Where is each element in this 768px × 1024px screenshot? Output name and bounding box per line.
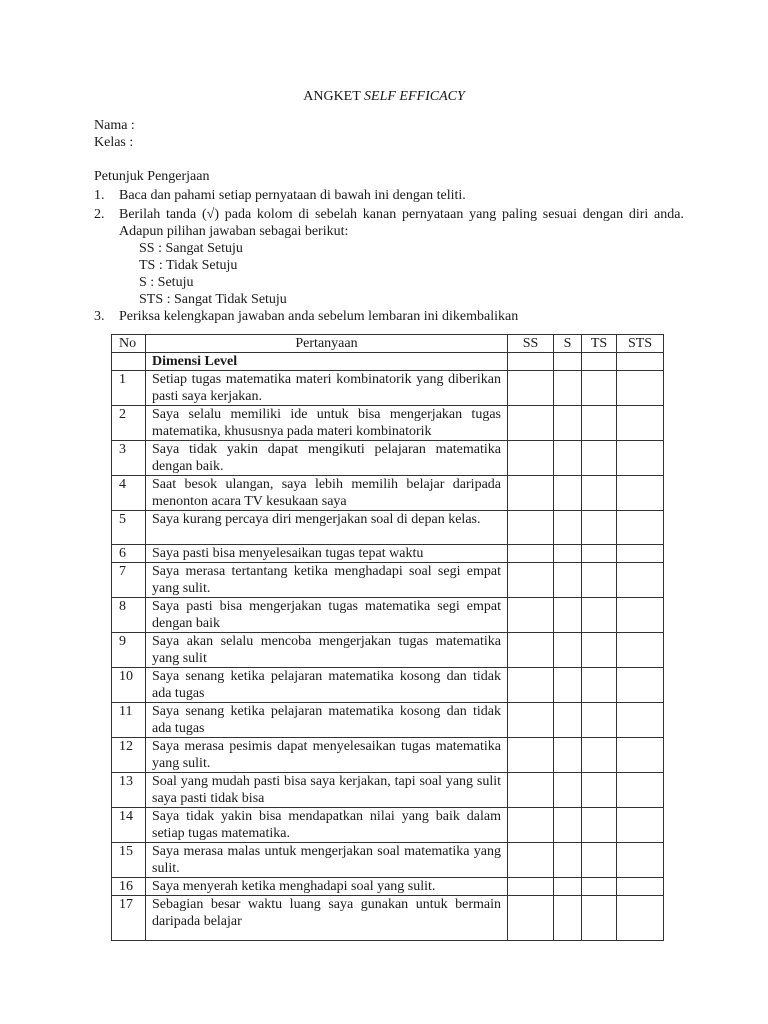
answer-cell-sts[interactable] [617,598,664,633]
row-number: 10 [112,668,146,703]
answer-cell-ts[interactable] [582,808,617,843]
answer-cell-ts[interactable] [582,476,617,511]
row-number: 5 [112,511,146,545]
row-number: 16 [112,878,146,896]
answer-cell-ss[interactable] [508,511,554,545]
table-row [112,476,664,511]
answer-cell-ss[interactable] [508,843,554,878]
row-number: 13 [112,773,146,808]
instruction-text: Baca dan pahami setiap pernyataan di bawah ini dengan teliti. [119,188,466,203]
dimension-no-cell [112,353,146,371]
row-number: 4 [112,476,146,511]
answer-cell-sts[interactable] [617,371,664,406]
answer-cell-s[interactable] [554,406,582,441]
answer-cell-ss[interactable] [508,353,554,371]
table-row [112,598,664,633]
answer-cell-ss[interactable] [508,371,554,406]
answer-cell-ts[interactable] [582,353,617,371]
instruction-number: 2. [94,207,105,222]
instruction-number: 3. [94,309,105,324]
question-text: Saya merasa pesimis dapat menyelesaikan tugas matematika yang sulit. [146,738,508,773]
table-row [112,633,664,668]
answer-cell-s[interactable] [554,353,582,371]
answer-cell-ss[interactable] [508,773,554,808]
answer-cell-sts[interactable] [617,353,664,371]
answer-cell-ss[interactable] [508,668,554,703]
question-text: Saya pasti bisa menyelesaikan tugas tepat waktu [146,545,508,563]
header-question: Pertanyaan [146,335,508,353]
row-number: 12 [112,738,146,773]
question-text: Saya selalu memiliki ide untuk bisa mengerjakan tugas matematika, khususnya pada materi kombinatorik [146,406,508,441]
answer-cell-ts[interactable] [582,545,617,563]
instruction-number: 1. [94,188,105,203]
answer-cell-s[interactable] [554,703,582,738]
answer-cell-s[interactable] [554,668,582,703]
table-row [112,668,664,703]
option-ss: SS : Sangat Setuju [139,241,243,256]
row-number: 14 [112,808,146,843]
table-row [112,545,664,563]
question-text: Setiap tugas matematika materi kombinatorik yang diberikan pasti saya kerjakan. [146,371,508,406]
answer-cell-s[interactable] [554,441,582,476]
answer-cell-ts[interactable] [582,563,617,598]
answer-cell-ts[interactable] [582,896,617,941]
option-ts: TS : Tidak Setuju [139,258,238,273]
answer-cell-s[interactable] [554,878,582,896]
answer-cell-ts[interactable] [582,511,617,545]
table-row [112,371,664,406]
answer-cell-ss[interactable] [508,563,554,598]
header-no: No [112,335,146,353]
answer-cell-s[interactable] [554,843,582,878]
table-row [112,738,664,773]
answer-cell-ts[interactable] [582,738,617,773]
row-number: 15 [112,843,146,878]
answer-cell-ss[interactable] [508,633,554,668]
instruction-item [94,308,684,325]
answer-cell-sts[interactable] [617,633,664,668]
row-number: 17 [112,896,146,941]
table-row [112,843,664,878]
answer-cell-ss[interactable] [508,878,554,896]
row-number: 7 [112,563,146,598]
question-text: Saya akan selalu mencoba mengerjakan tugas matematika yang sulit [146,633,508,668]
question-text: Saya tidak yakin dapat mengikuti pelajaran matematika dengan baik. [146,441,508,476]
questionnaire-table [111,334,664,941]
answer-cell-ts[interactable] [582,371,617,406]
question-text: Saya merasa malas untuk mengerjakan soal matematika yang sulit. [146,843,508,878]
question-text: Saya senang ketika pelajaran matematika kosong dan tidak ada tugas [146,703,508,738]
answer-cell-sts[interactable] [617,773,664,808]
table-row [112,808,664,843]
row-number: 11 [112,703,146,738]
row-number: 6 [112,545,146,563]
answer-cell-ts[interactable] [582,633,617,668]
table-row [112,441,664,476]
document-title [0,88,768,105]
question-text: Saat besok ulangan, saya lebih memilih belajar daripada menonton acara TV kesukaan saya [146,476,508,511]
answer-cell-s[interactable] [554,371,582,406]
answer-cell-sts[interactable] [617,843,664,878]
answer-cell-s[interactable] [554,563,582,598]
table-row [112,563,664,598]
answer-cell-sts[interactable] [617,896,664,941]
answer-cell-s[interactable] [554,545,582,563]
table-row [112,773,664,808]
answer-cell-s[interactable] [554,598,582,633]
answer-cell-sts[interactable] [617,563,664,598]
answer-cell-ts[interactable] [582,406,617,441]
row-number: 8 [112,598,146,633]
answer-cell-ss[interactable] [508,896,554,941]
table-row [112,406,664,441]
answer-cell-s[interactable] [554,808,582,843]
answer-cell-ts[interactable] [582,703,617,738]
question-text: Saya tidak yakin bisa mendapatkan nilai yang baik dalam setiap tugas matematika. [146,808,508,843]
instruction-text: Berilah tanda (√) pada kolom di sebelah kanan pernyataan yang paling sesuai dengan diri anda. Adapun pilihan jawaban sebagai berikut: [119,207,684,239]
kelas-field-label: Kelas : [94,135,134,150]
answer-cell-sts[interactable] [617,808,664,843]
answer-cell-ss[interactable] [508,703,554,738]
answer-cell-ss[interactable] [508,441,554,476]
answer-cell-ts[interactable] [582,441,617,476]
answer-cell-ss[interactable] [508,406,554,441]
answer-cell-ts[interactable] [582,773,617,808]
instruction-item [94,187,684,204]
question-text: Saya kurang percaya diri mengerjakan soal di depan kelas. [146,511,508,545]
answer-cell-ss[interactable] [508,808,554,843]
row-number: 3 [112,441,146,476]
dimension-row [112,353,664,371]
answer-cell-sts[interactable] [617,406,664,441]
answer-cell-sts[interactable] [617,878,664,896]
answer-cell-sts[interactable] [617,476,664,511]
row-number: 9 [112,633,146,668]
answer-cell-ss[interactable] [508,738,554,773]
answer-cell-ts[interactable] [582,878,617,896]
title-prefix: ANGKET [303,89,361,104]
instructions-heading: Petunjuk Pengerjaan [94,169,210,184]
question-text: Soal yang mudah pasti bisa saya kerjakan, tapi soal yang sulit saya pasti tidak bisa [146,773,508,808]
answer-cell-sts[interactable] [617,738,664,773]
header-sts: STS [617,335,664,353]
table-row [112,878,664,896]
question-text: Sebagian besar waktu luang saya gunakan untuk bermain daripada belajar [146,896,508,941]
answer-cell-ss[interactable] [508,545,554,563]
table-row [112,703,664,738]
answer-cell-s[interactable] [554,738,582,773]
header-s: S [554,335,582,353]
nama-field-label: Nama : [94,118,135,133]
dimension-label: Dimensi Level [146,353,508,371]
table-header-row [112,335,664,353]
answer-cell-ts[interactable] [582,598,617,633]
answer-cell-s[interactable] [554,773,582,808]
answer-cell-sts[interactable] [617,545,664,563]
option-sts: STS : Sangat Tidak Setuju [139,292,287,307]
answer-cell-s[interactable] [554,511,582,545]
answer-cell-sts[interactable] [617,511,664,545]
table-row [112,896,664,941]
question-text: Saya menyerah ketika menghadapi soal yang sulit. [146,878,508,896]
title-italic: SELF EFFICACY [364,89,465,104]
row-number: 2 [112,406,146,441]
table-row [112,511,664,545]
answer-cell-ts[interactable] [582,668,617,703]
answer-cell-s[interactable] [554,476,582,511]
row-number: 1 [112,371,146,406]
answer-cell-sts[interactable] [617,703,664,738]
answer-cell-ts[interactable] [582,843,617,878]
header-ss: SS [508,335,554,353]
header-ts: TS [582,335,617,353]
answer-cell-ss[interactable] [508,598,554,633]
answer-cell-sts[interactable] [617,441,664,476]
answer-cell-s[interactable] [554,633,582,668]
instruction-text: Periksa kelengkapan jawaban anda sebelum lembaran ini dikembalikan [119,309,519,324]
question-text: Saya merasa tertantang ketika menghadapi soal segi empat yang sulit. [146,563,508,598]
answer-cell-s[interactable] [554,896,582,941]
instruction-item [94,206,684,240]
answer-cell-ss[interactable] [508,476,554,511]
option-s: S : Setuju [139,275,194,290]
answer-cell-sts[interactable] [617,668,664,703]
question-text: Saya pasti bisa mengerjakan tugas matematika segi empat dengan baik [146,598,508,633]
question-text: Saya senang ketika pelajaran matematika kosong dan tidak ada tugas [146,668,508,703]
